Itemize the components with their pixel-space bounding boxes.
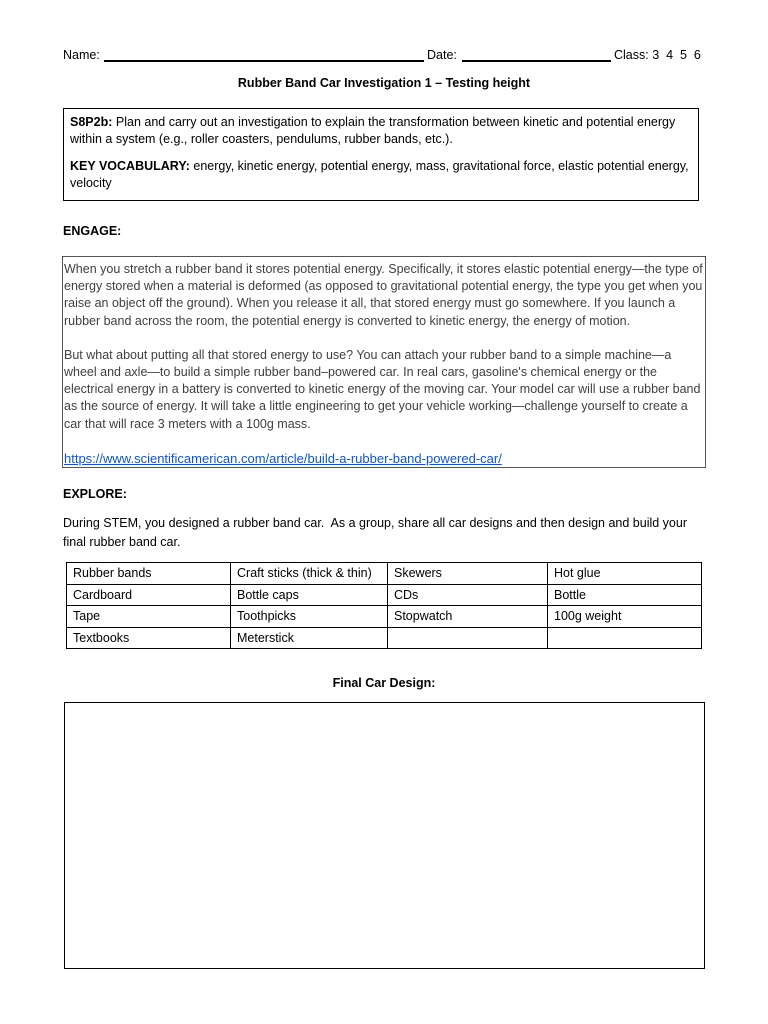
table-cell: Meterstick (231, 627, 388, 649)
vocabulary-text: energy, kinetic energy, potential energy, mass, gravitational force, elastic potential energy, velocity (70, 159, 689, 190)
table-cell: CDs (388, 584, 548, 606)
standard-paragraph (70, 114, 690, 148)
table-row (67, 584, 702, 606)
table-row (67, 563, 702, 585)
explore-heading: EXPLORE: (63, 487, 127, 501)
standard-text: Plan and carry out an investigation to explain the transformation between kinetic and potential energy within a system (e.g., roller coasters, pendulums, rubber bands, etc.). (70, 115, 676, 146)
table-cell: Skewers (388, 563, 548, 585)
table-cell (548, 627, 702, 649)
table-row (67, 606, 702, 628)
date-field-line[interactable] (462, 60, 611, 62)
table-cell: Craft sticks (thick & thin) (231, 563, 388, 585)
explore-text: During STEM, you designed a rubber band car. As a group, share all car designs and then design and build your final rubber band car. (63, 516, 691, 549)
table-cell: Hot glue (548, 563, 702, 585)
engage-paragraph-1: When you stretch a rubber band it stores potential energy. Specifically, it stores elastic potential energy—the type of energy stored when a material is deformed (as opposed to gravitational potential energy, the type you get when you raise an object off the ground). When you release it all, that stored energy must go somewhere. If you launch a rubber band across the room, the potential energy is converted to kinetic energy, the energy of motion. (64, 262, 703, 328)
vocabulary-paragraph (70, 158, 690, 192)
table-cell: Tape (67, 606, 231, 628)
date-label: Date: (427, 48, 457, 62)
engage-heading: ENGAGE: (63, 224, 122, 238)
name-label: Name: (63, 48, 100, 62)
engage-box (62, 256, 706, 468)
page-title: Rubber Band Car Investigation 1 – Testing height (237, 76, 531, 90)
vocabulary-label: KEY VOCABULARY: (70, 159, 190, 173)
table-cell: Cardboard (67, 584, 231, 606)
table-cell: Textbooks (67, 627, 231, 649)
engage-paragraph-2: But what about putting all that stored energy to use? You can attach your rubber band to a simple machine—a wheel and axle—to build a simple rubber band–powered car. In real cars, gasoline's chemical energy or the electrical energy in a battery is converted to kinetic energy of the moving car. Your model car will use a rubber band as the source of energy. It will take a little engineering to get your vehicle working—challenge yourself to create a car that will race 3 meters with a 100g mass. (64, 347, 701, 431)
table-cell: Bottle caps (231, 584, 388, 606)
final-design-heading: Final Car Design: (332, 676, 436, 690)
table-cell (388, 627, 548, 649)
class-options: Class: 3 4 5 6 (614, 48, 701, 62)
materials-table (66, 562, 702, 649)
name-field-line[interactable] (104, 60, 424, 62)
table-cell: 100g weight (548, 606, 702, 628)
table-cell: Toothpicks (231, 606, 388, 628)
standards-box (63, 108, 699, 201)
table-row (67, 627, 702, 649)
final-design-drawing-area[interactable] (64, 702, 705, 969)
table-cell: Rubber bands (67, 563, 231, 585)
article-link[interactable]: https://www.scientificamerican.com/article/build-a-rubber-band-powered-car/ (64, 450, 502, 466)
table-cell: Bottle (548, 584, 702, 606)
table-cell: Stopwatch (388, 606, 548, 628)
standard-code: S8P2b: (70, 115, 113, 129)
